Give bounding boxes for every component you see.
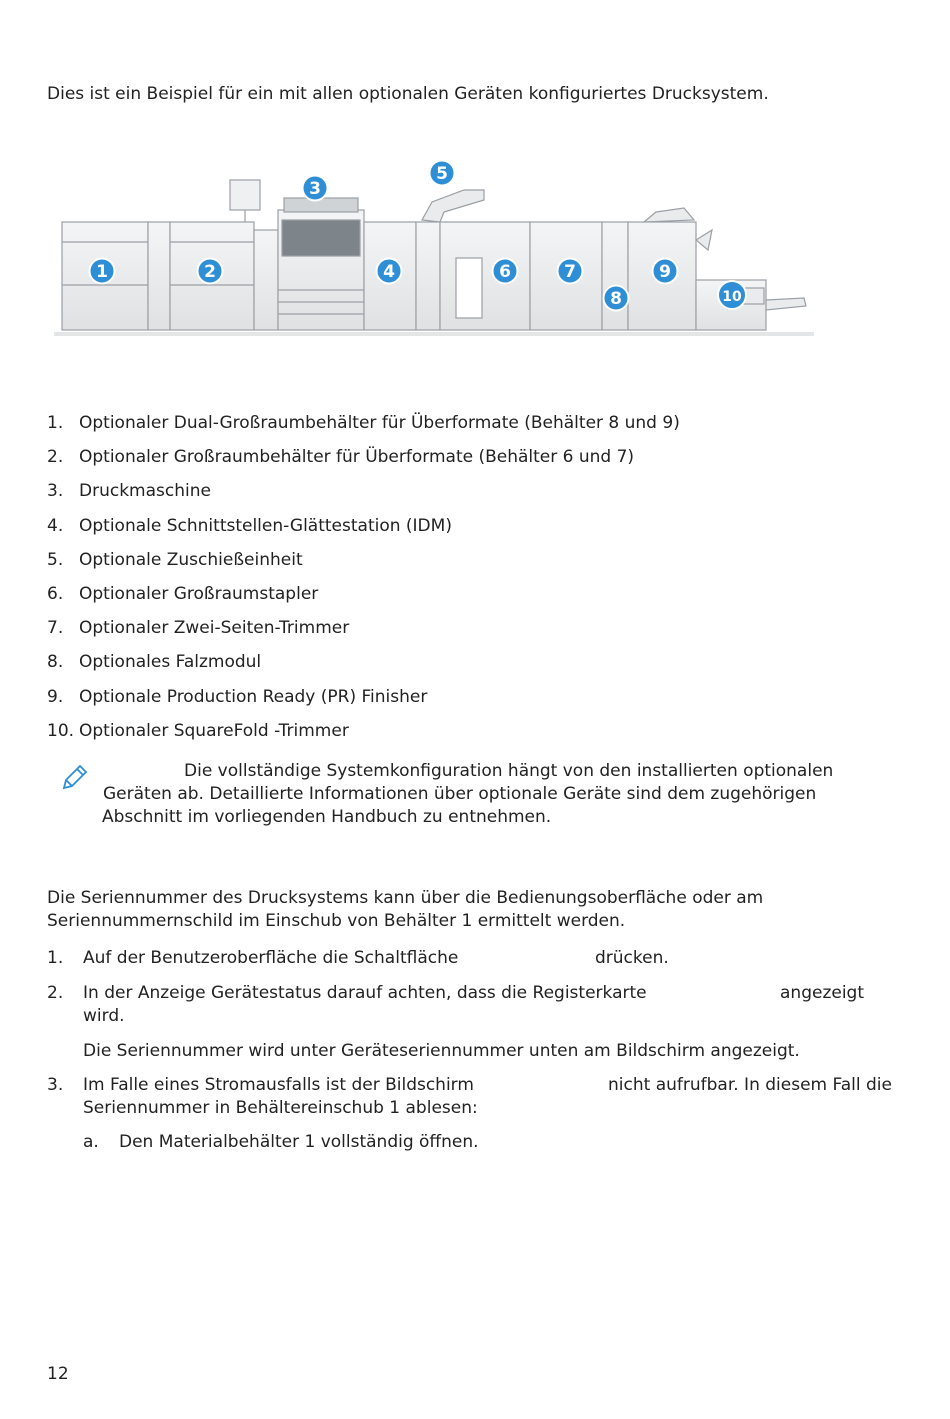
substep-a-text: Den Materialbehälter 1 vollständig öffnen. (119, 1132, 479, 1152)
component-label: Optionale Production Ready (PR) Finisher (79, 686, 428, 707)
note-line-2: Geräten ab. Detaillierte Informationen über optionale Geräte sind dem zugehörigen (103, 784, 817, 804)
component-label: Optionaler Dual-Großraumbehälter für Überformate (Behälter 8 und 9) (79, 413, 680, 433)
callout-badge (718, 281, 746, 309)
callout-number: 6 (499, 262, 511, 282)
callout-number: 4 (383, 262, 395, 282)
component-number: 2. (47, 447, 64, 468)
component-number: 6. (47, 584, 64, 604)
step-2-number: 2. (47, 983, 64, 1003)
component-label: Optionaler SquareFold -Trimmer (79, 720, 349, 741)
callout-badge (430, 161, 455, 186)
note-line-3: Abschnitt im vorliegenden Handbuch zu entnehmen. (102, 807, 552, 827)
step-1-number: 1. (47, 948, 64, 968)
callout-badge (198, 259, 223, 284)
note-line-1: Die vollständige Systemkonfiguration hängt von den installierten optionalen (184, 761, 834, 781)
step-2-text: In der Anzeige Gerätestatus darauf achten, dass die Registerkarte (83, 983, 647, 1003)
component-number: 8. (47, 652, 64, 673)
callout-number: 2 (204, 262, 216, 282)
callout-number: 1 (96, 262, 108, 282)
step-2-text-end: angezeigt (780, 983, 865, 1003)
step-2-text-line-2: wird. (83, 1006, 125, 1026)
substep-a-letter: a. (83, 1132, 99, 1152)
pencil-icon (60, 762, 90, 792)
step-3-text-end: nicht aufrufbar. In diesem Fall die (608, 1075, 892, 1095)
callout-badge (493, 259, 518, 284)
printing-system-illustration (44, 150, 814, 360)
callout-badge (303, 176, 328, 201)
component-number: 3. (47, 481, 64, 502)
component-number: 4. (47, 515, 64, 536)
step-3-number: 3. (47, 1075, 64, 1095)
callout-badge (558, 259, 583, 284)
step-1-text: Auf der Benutzeroberfläche die Schaltfläche (83, 948, 459, 968)
component-number: 10. (47, 720, 75, 741)
callout-badge (90, 259, 115, 284)
step-3-text: Im Falle eines Stromausfalls ist der Bildschirm (83, 1075, 474, 1095)
callout-number: 8 (610, 289, 622, 309)
component-number: 1. (47, 413, 64, 433)
component-label: Optionale Zuschießeinheit (79, 549, 303, 570)
callout-number: 3 (309, 179, 321, 199)
callout-number: 5 (436, 164, 448, 184)
intro-text: Dies ist ein Beispiel für ein mit allen optionalen Geräten konfiguriertes Drucksystem. (47, 84, 769, 104)
page-number: 12 (47, 1364, 69, 1384)
component-label: Optionaler Großraumbehälter für Überformate (Behälter 6 und 7) (79, 447, 635, 468)
component-label: Optionaler Zwei-Seiten-Trimmer (79, 618, 350, 639)
component-number: 9. (47, 686, 64, 707)
component-label: Optionaler Großraumstapler (79, 584, 319, 604)
callout-number: 7 (564, 262, 576, 282)
step-2-info: Die Seriennummer wird unter Geräteseriennummer unten am Bildschirm angezeigt. (83, 1041, 800, 1061)
component-number: 7. (47, 618, 64, 639)
component-number: 5. (47, 549, 64, 570)
serial-intro-line-2: Seriennummernschild im Einschub von Behälter 1 ermittelt werden. (47, 911, 626, 931)
callout-badge (653, 259, 678, 284)
step-1-text-end: drücken. (595, 948, 669, 968)
component-label: Druckmaschine (79, 481, 211, 502)
callout-number: 10 (722, 289, 742, 305)
callout-badge (604, 286, 629, 311)
step-3-text-line-2: Seriennummer in Behältereinschub 1 ablesen: (83, 1098, 478, 1118)
callout-number: 9 (659, 262, 671, 282)
serial-intro-line-1: Die Seriennummer des Drucksystems kann über die Bedienungsoberfläche oder am (47, 888, 764, 908)
component-label: Optionale Schnittstellen-Glättestation (IDM) (79, 515, 452, 536)
component-label: Optionales Falzmodul (79, 652, 262, 673)
callout-badge (377, 259, 402, 284)
